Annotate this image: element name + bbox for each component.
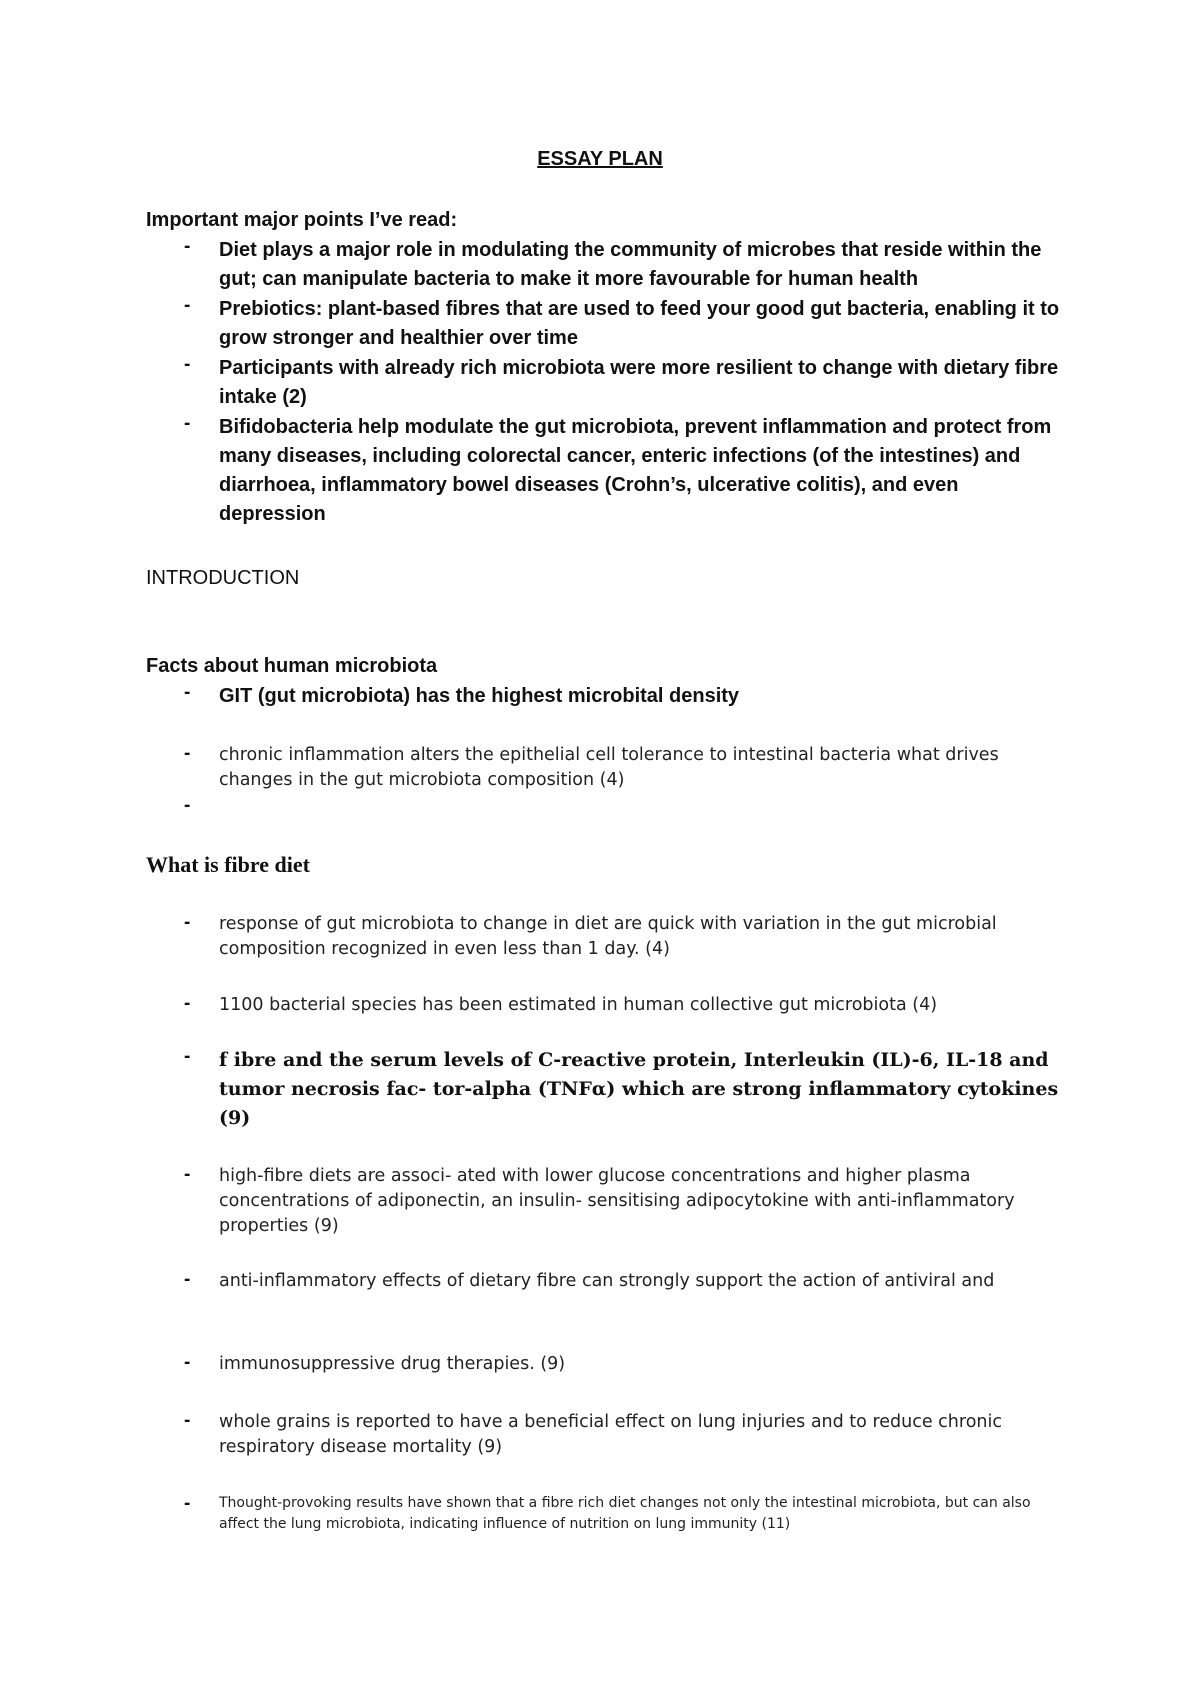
bullet-dash: - [184,1352,191,1373]
list-item [146,743,1066,793]
points-heading: Important major points I’ve read: [146,209,458,231]
fibre-heading: What is fibre diet [146,852,310,877]
list-item-text: Thought-provoking results have shown that a fibre rich diet changes not only the intestinal microbiota, but can also affect the lung microbiota, indicating influence of nutrition on lung immunity (11) [219,1495,1031,1532]
bullet-dash: - [184,1046,191,1067]
list-item-text: immunosuppressive drug therapies. (9) [219,1354,566,1374]
list-item-text: Prebiotics: plant-based fibres that are used to feed your good gut bacteria, enabling it to grow stronger and healthier over time [219,298,1060,349]
list-item-text: Diet plays a major role in modulating the community of microbes that reside within the gut; can manipulate bacteria to make it more favourable for human health [219,239,1042,290]
list-item [146,912,1066,962]
introduction-heading: INTRODUCTION [146,567,300,589]
list-item-text: anti-inflammatory effects of dietary fibre can strongly support the action of antiviral and [219,1271,995,1291]
bullet-dash: - [184,236,191,257]
list-item [146,993,1066,1018]
list-item [146,682,1066,711]
list-item-text: high-fibre diets are associ- ated with lower glucose concentrations and higher plasma concentrations of adiponectin, an insulin- sensitising adipocytokine with anti-inflammatory properties (9) [219,1166,1015,1236]
list-item [146,1493,1066,1535]
bullet-dash: - [184,743,191,764]
bullet-dash: - [184,1410,191,1431]
list-item-text: f ibre and the serum levels of C-reactive protein, Interleukin (IL)-6, IL-18 and tumor necrosis fac- tor-alpha (TNFα) which are strong inflammatory cytokines (9) [219,1049,1059,1129]
bullet-dash: - [184,1164,191,1185]
bullet-dash: - [184,682,191,703]
list-item [146,1269,1066,1294]
list-item [146,1164,1066,1239]
list-item-text: response of gut microbiota to change in diet are quick with variation in the gut microbial composition recognized in even less than 1 day. (4) [219,914,997,959]
list-item [146,236,1066,294]
bullet-dash: - [184,993,191,1014]
list-item [146,413,1066,529]
bullet-dash: - [184,795,191,816]
list-item-text: Participants with already rich microbiota were more resilient to change with dietary fibre intake (2) [219,357,1059,408]
list-item [146,1410,1066,1460]
list-item-text: 1100 bacterial species has been estimated in human collective gut microbiota (4) [219,995,938,1015]
list-item-text: chronic inflammation alters the epithelial cell tolerance to intestinal bacteria what drives changes in the gut microbiota composition (4) [219,745,999,790]
list-item [146,354,1066,412]
list-item [146,1352,1066,1377]
list-item [146,295,1066,353]
bullet-dash: - [184,413,191,434]
facts-heading: Facts about human microbiota [146,655,438,677]
list-item [146,1046,1066,1133]
bullet-dash: - [184,1269,191,1290]
bullet-dash: - [184,912,191,933]
list-item-text: GIT (gut microbiota) has the highest microbital density [219,685,740,707]
bullet-dash: - [184,295,191,316]
page-title: ESSAY PLAN [537,148,663,170]
list-item-text: Bifidobacteria help modulate the gut microbiota, prevent inflammation and protect from many diseases, including colorectal cancer, enteric infections (of the intestines) and diarrhoea, inflammatory bowel diseases (Crohn’s, ulcerative colitis), and even depression [219,416,1052,525]
bullet-dash: - [184,354,191,375]
list-item-text: whole grains is reported to have a beneficial effect on lung injuries and to reduce chronic respiratory disease mortality (9) [219,1412,1002,1457]
bullet-dash: - [184,1493,191,1514]
